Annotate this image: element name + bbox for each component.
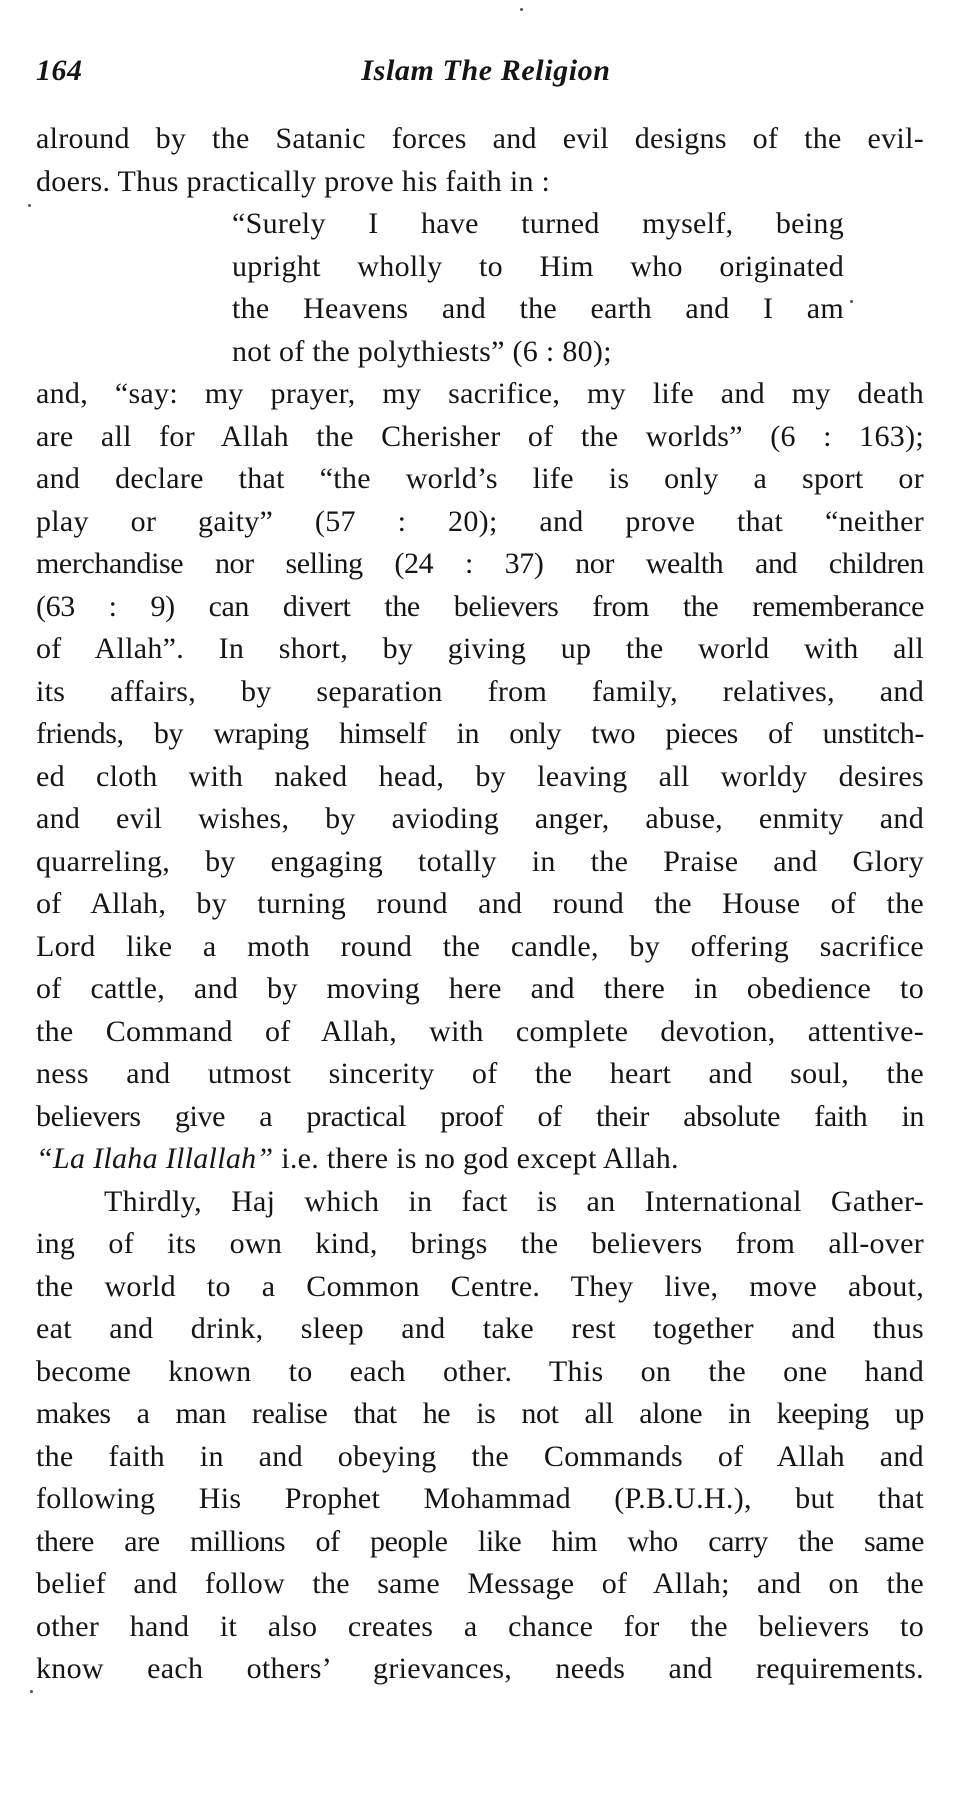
text-line: of Allah, by turning round and round the House of the <box>36 887 924 920</box>
text-line: merchandise nor selling (24 : 37) nor wealth and children <box>36 547 924 580</box>
print-speck <box>30 1690 33 1693</box>
text-line: other hand it also creates a chance for the believers to <box>36 1609 924 1643</box>
text-line: its affairs, by separation from family, relatives, and <box>36 674 924 708</box>
text-line: ness and utmost sincerity of the heart and soul, the <box>36 1057 924 1090</box>
text-line: and evil wishes, by avioding anger, abuse, enmity and <box>36 802 924 835</box>
text-line: quarreling, by engaging totally in the Praise and Glory <box>36 844 924 878</box>
text-line: Lord like a moth round the candle, by offering sacrifice <box>36 929 924 963</box>
text-line: are all for Allah the Cherisher of the worlds” (6 : 163); <box>36 419 924 453</box>
print-speck <box>28 204 31 207</box>
text-line: become known to each other. This on the one hand <box>36 1354 924 1388</box>
text-line <box>36 1138 924 1181</box>
print-speck <box>850 300 853 303</box>
text-line: belief and follow the same Message of Allah; and on the <box>36 1567 924 1600</box>
text-line: following His Prophet Mohammad (P.B.U.H.), but that <box>36 1482 924 1515</box>
print-speck <box>520 8 523 11</box>
kalima-quote: “La Ilaha Illallah” <box>36 1142 274 1175</box>
text-line: eat and drink, sleep and take rest together and thus <box>36 1312 924 1345</box>
text-line: and declare that “the world’s life is only a sport or <box>36 462 924 495</box>
page-number: 164 <box>36 54 83 87</box>
kalima-translation: i.e. there is no god except Allah. <box>273 1142 679 1175</box>
running-title: Islam The Religion <box>361 54 611 87</box>
text-line: play or gaity” (57 : 20); and prove that “neither <box>36 504 924 538</box>
text-line: ed cloth with naked head, by leaving all worldy desires <box>36 759 924 793</box>
text-line: of cattle, and by moving here and there in obedience to <box>36 972 924 1005</box>
text-line: (63 : 9) can divert the believers from the rememberance <box>36 589 924 623</box>
text-line: of Allah”. In short, by giving up the world with all <box>36 632 924 665</box>
text-line: believers give a practical proof of their absolute faith in <box>36 1099 924 1133</box>
block-quote-line: “Surely I have turned myself, being <box>232 207 844 240</box>
text-line: ing of its own kind, brings the believers from all-over <box>36 1227 924 1260</box>
text-line: and, “say: my prayer, my sacrifice, my life and my death <box>36 377 924 410</box>
text-line: doers. Thus practically prove his faith in : <box>36 164 551 198</box>
text-line: there are millions of people like him who carry the same <box>36 1524 924 1558</box>
text-line: makes a man realise that he is not all alone in keeping up <box>36 1397 924 1430</box>
page-body <box>36 118 924 1691</box>
text-line: the world to a Common Centre. They live, move about, <box>36 1269 924 1303</box>
text-line: the Command of Allah, with complete devotion, attentive- <box>36 1014 924 1048</box>
paragraph-first-line: Thirdly, Haj which in fact is an International Gather- <box>104 1184 924 1218</box>
block-quote-line: the Heavens and the earth and I am <box>232 292 844 325</box>
text-line: know each others’ grievances, needs and requirements. <box>36 1652 924 1685</box>
text-line: the faith in and obeying the Commands of Allah and <box>36 1439 924 1473</box>
text-line: alround by the Satanic forces and evil designs of the evil- <box>36 122 924 155</box>
text-line: friends, by wraping himself in only two pieces of unstitch- <box>36 717 924 750</box>
page-header <box>36 50 926 100</box>
block-quote-line: upright wholly to Him who originated <box>232 249 844 283</box>
block-quote-line: not of the polythiests” (6 : 80); <box>232 334 612 368</box>
